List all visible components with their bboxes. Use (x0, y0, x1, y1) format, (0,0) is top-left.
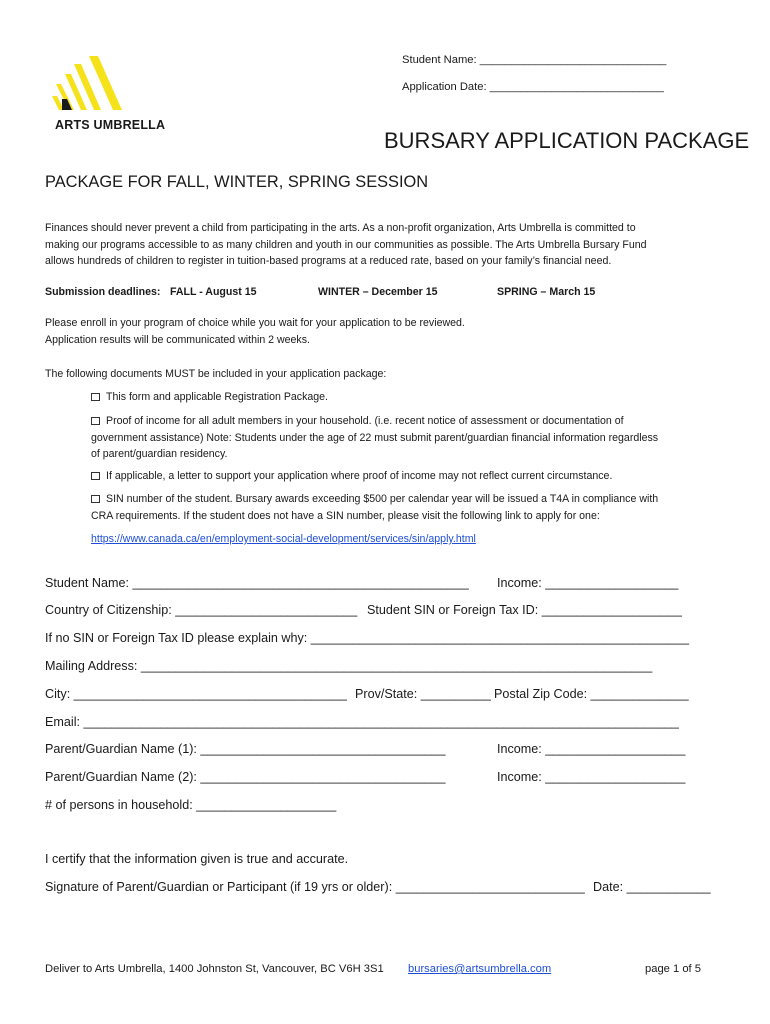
document-item-1-text: This form and applicable Registration Package. (106, 391, 328, 403)
header-application-date[interactable]: Application Date: ____________________________ (402, 81, 664, 93)
documents-heading: The following documents MUST be included in your application package: (45, 368, 387, 380)
intro-line-3: allows hundreds of children to register in tuition-based programs at a reduced rate, based on your family’s financial need. (45, 255, 612, 267)
no-sin-explanation-field[interactable]: If no SIN or Foreign Tax ID please explain why: ______________________________________________________ (45, 631, 689, 645)
prov-state-field[interactable]: Prov/State: __________ (355, 687, 491, 701)
parent-1-income-field[interactable]: Income: ____________________ (497, 742, 686, 756)
document-item-2-line-3: of parent/guardian residency. (91, 448, 228, 460)
signature-field[interactable]: Signature of Parent/Guardian or Participant (if 19 yrs or older): ___________________________ (45, 880, 585, 894)
document-item-3 (91, 468, 612, 485)
footer-address: Deliver to Arts Umbrella, 1400 Johnston St, Vancouver, BC V6H 3S1 (45, 963, 384, 975)
footer-email-link[interactable]: bursaries@artsumbrella.com (408, 963, 552, 975)
checkbox-icon[interactable] (91, 393, 100, 401)
citizenship-field[interactable]: Country of Citizenship: __________________________ (45, 603, 358, 617)
sin-field[interactable]: Student SIN or Foreign Tax ID: ____________________ (367, 603, 682, 617)
enroll-line-2: Application results will be communicated within 2 weeks. (45, 333, 310, 346)
page-subtitle: PACKAGE FOR FALL, WINTER, SPRING SESSION (45, 173, 429, 191)
student-name-field[interactable]: Student Name: ________________________________________________ (45, 576, 469, 590)
mailing-address-field[interactable]: Mailing Address: _________________________________________________________________________ (45, 659, 653, 673)
intro-line-1: Finances should never prevent a child from participating in the arts. As a non-profit organization, Arts Umbrella is committed to (45, 222, 636, 234)
intro-paragraph (45, 220, 647, 270)
signature-date-field[interactable]: Date: ____________ (593, 880, 711, 894)
parent-1-name-field[interactable]: Parent/Guardian Name (1): ___________________________________ (45, 742, 446, 756)
enroll-line-1: Please enroll in your program of choice while you wait for your application to be reviewed. (45, 317, 465, 329)
deadline-label: Submission deadlines: (45, 286, 161, 298)
document-item-2 (91, 413, 658, 463)
logo-text: ARTS UMBRELLA (55, 118, 166, 132)
enroll-paragraph (45, 315, 465, 348)
checkbox-icon[interactable] (91, 495, 100, 503)
document-item-3-text: If applicable, a letter to support your application where proof of income may not reflect current circumstance. (106, 470, 613, 482)
deadline-spring: SPRING – March 15 (497, 286, 596, 298)
parent-2-income-field[interactable]: Income: ____________________ (497, 770, 686, 784)
parent-2-name-field[interactable]: Parent/Guardian Name (2): ___________________________________ (45, 770, 446, 784)
document-item-1 (91, 389, 328, 406)
document-item-4-line-2: CRA requirements. If the student does not have a SIN number, please visit the following link to apply for one: (91, 509, 600, 522)
email-field[interactable]: Email: _____________________________________________________________________________________ (45, 715, 679, 729)
deadline-winter: WINTER – December 15 (318, 286, 438, 298)
checkbox-icon[interactable] (91, 472, 100, 480)
student-income-field[interactable]: Income: ___________________ (497, 576, 679, 590)
page-number: page 1 of 5 (645, 963, 701, 975)
page-title: BURSARY APPLICATION PACKAGE (384, 128, 750, 153)
household-persons-field[interactable]: # of persons in household: ____________________ (45, 798, 337, 812)
deadline-fall: FALL - August 15 (170, 286, 257, 298)
document-item-4 (91, 491, 658, 524)
sin-apply-link[interactable]: https://www.canada.ca/en/employment-social-development/services/sin/apply.html (91, 533, 476, 545)
arts-umbrella-logo (50, 52, 166, 136)
document-item-4-line-1: SIN number of the student. Bursary awards exceeding $500 per calendar year will be issued a T4A in compliance with (106, 493, 659, 505)
certify-statement: I certify that the information given is true and accurate. (45, 852, 349, 866)
logo-stripes-icon (50, 52, 150, 114)
header-student-name[interactable]: Student Name: ______________________________ (402, 54, 667, 66)
city-field[interactable]: City: _______________________________________ (45, 687, 347, 701)
postal-code-field[interactable]: Postal Zip Code: ______________ (494, 687, 689, 701)
document-item-2-line-2: government assistance) Note: Students under the age of 22 must submit parent/guardian financial information regardless (91, 431, 659, 444)
checkbox-icon[interactable] (91, 417, 100, 425)
document-item-2-line-1: Proof of income for all adult members in your household. (i.e. recent notice of assessment or documentation of (106, 415, 624, 427)
intro-line-2: making our programs accessible to as many children and youth in our communities as possible. The Arts Umbrella Bursary Fund (45, 238, 647, 251)
